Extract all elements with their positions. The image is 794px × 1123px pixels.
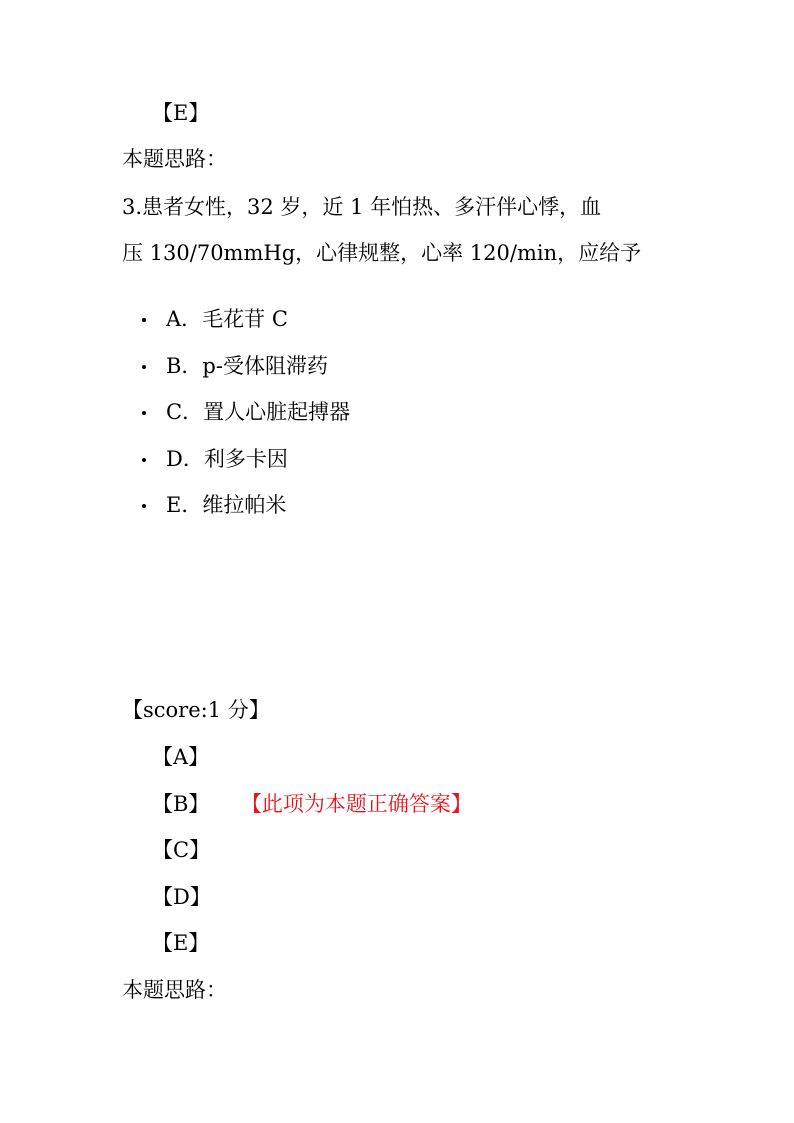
option-e [142,495,286,516]
correct-answer-note: 【此项为本题正确答案】 [251,792,472,816]
answer-choice-d: 【D】 [152,885,211,909]
option-label: C．置人心脏起搏器 [166,400,351,424]
bullet-icon [142,411,146,415]
option-label: A．毛花苷 C [166,307,288,331]
option-label: B．p-受体阻滞药 [166,354,328,378]
explanation-label: 本题思路： [122,978,227,1002]
option-b [142,356,328,377]
bullet-icon [142,458,146,462]
option-label: E．维拉帕米 [166,493,287,517]
bullet-icon [142,504,146,508]
prev-option-e: 【E】 [152,101,210,125]
option-c [142,402,350,423]
answer-choice-c: 【C】 [152,838,211,862]
option-d [142,449,288,470]
prev-explanation-label: 本题思路： [122,147,227,171]
question-text-line-2: 压 130/70mmHg，心律规整，心率 120/min，应给予 [122,241,642,265]
answer-choice-e: 【E】 [152,931,210,955]
score-label: 【score:1 分】 [122,698,270,722]
option-a [142,309,288,330]
bullet-icon [142,365,146,369]
option-label: D．利多卡因 [166,447,288,471]
answer-choice-b: 【B】 [152,792,210,816]
question-text-line-1: 3.患者女性，32 岁，近 1 年怕热、多汗伴心悸，血 [122,195,602,219]
answer-choice-a: 【A】 [152,745,210,769]
bullet-icon [142,318,146,322]
answer-choice-b-row [152,794,472,815]
